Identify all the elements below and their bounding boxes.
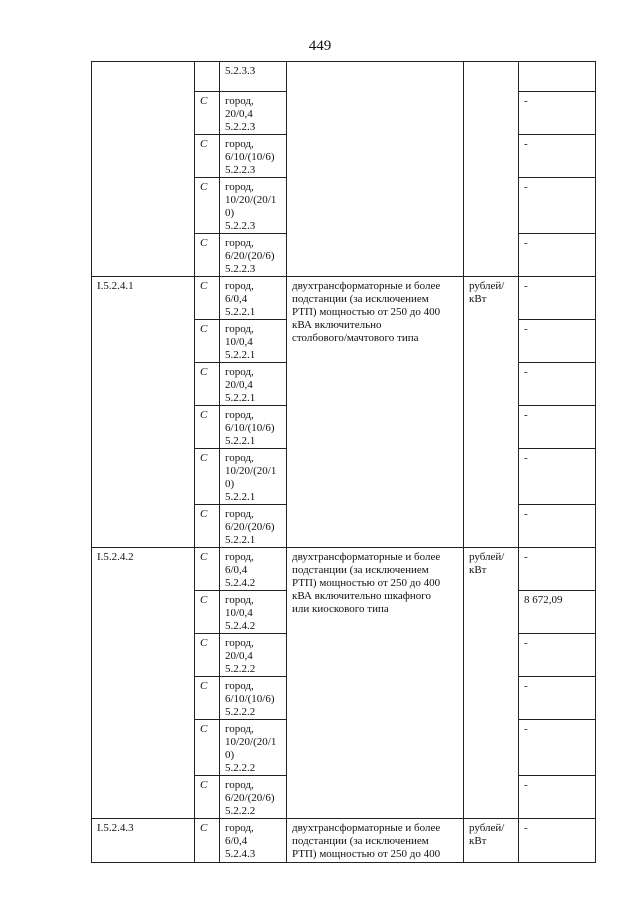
unit-cell — [464, 277, 519, 548]
category-letter-cell: С — [195, 776, 220, 819]
category-letter-cell: С — [195, 92, 220, 135]
text-line: рублей/ — [469, 822, 505, 834]
item-code-cell — [92, 62, 195, 277]
text-line: рублей/ — [469, 280, 505, 292]
voltage-level-cell — [220, 178, 287, 234]
category-letter-cell: С — [195, 277, 220, 320]
text-line: 6/0,4 — [225, 835, 248, 847]
voltage-level-cell — [220, 320, 287, 363]
text-line: кВт — [469, 293, 487, 305]
text-line: 6/20/(20/6) — [225, 521, 275, 533]
text-line: 20/0,4 — [225, 650, 253, 662]
text-line: 6/0,4 — [225, 564, 248, 576]
voltage-level-cell — [220, 505, 287, 548]
item-code-cell: I.5.2.4.1 — [92, 277, 195, 548]
unit-cell — [464, 548, 519, 819]
category-letter-cell: С — [195, 720, 220, 776]
rate-value-cell: 8 672,09 — [519, 591, 596, 634]
text-line: РТП) мощностью от 250 до 400 — [292, 848, 441, 860]
voltage-level-cell — [220, 92, 287, 135]
text-line: 5.2.2.2 — [225, 706, 256, 718]
text-line: 0) — [225, 207, 235, 219]
text-line: двухтрансформаторные и более — [292, 280, 441, 292]
text-line: 5.2.2.1 — [225, 534, 256, 546]
text-line: 20/0,4 — [225, 379, 253, 391]
text-line: город, — [225, 237, 254, 249]
tariff-table — [91, 61, 596, 863]
category-letter-cell: С — [195, 677, 220, 720]
text-line: город, — [225, 409, 254, 421]
text-line: подстанции (за исключением — [292, 564, 429, 576]
text-line: 5.2.2.3 — [225, 220, 256, 232]
item-code-cell: I.5.2.4.2 — [92, 548, 195, 819]
text-line: 6/10/(10/6) — [225, 422, 275, 434]
text-line: город, — [225, 95, 254, 107]
category-letter-cell: С — [195, 320, 220, 363]
text-line: 5.2.4.2 — [225, 620, 256, 632]
item-code-cell: I.5.2.4.3 — [92, 819, 195, 863]
text-line: 5.2.2.1 — [225, 491, 256, 503]
text-line: город, — [225, 323, 254, 335]
voltage-level-cell — [220, 720, 287, 776]
text-line: 10/0,4 — [225, 607, 253, 619]
table-row — [92, 277, 596, 320]
rate-value-cell: - — [519, 92, 596, 135]
category-letter-cell: С — [195, 135, 220, 178]
rate-value-cell — [519, 62, 596, 92]
text-line: 0) — [225, 749, 235, 761]
description-cell — [287, 548, 464, 819]
text-line: подстанции (за исключением — [292, 835, 429, 847]
category-letter-cell: С — [195, 449, 220, 505]
text-line: 20/0,4 — [225, 108, 253, 120]
rate-value-cell: - — [519, 776, 596, 819]
voltage-level-cell — [220, 449, 287, 505]
text-line: кВА включительно шкафного — [292, 590, 432, 602]
text-line: 5.2.3.3 — [225, 65, 256, 77]
text-line: город, — [225, 779, 254, 791]
category-letter-cell — [195, 62, 220, 92]
text-line: 6/10/(10/6) — [225, 151, 275, 163]
text-line: 0) — [225, 478, 235, 490]
text-line: кВт — [469, 564, 487, 576]
text-line: 6/20/(20/6) — [225, 792, 275, 804]
rate-value-cell: - — [519, 406, 596, 449]
text-line: город, — [225, 138, 254, 150]
text-line: 10/20/(20/1 — [225, 736, 277, 748]
text-line: кВт — [469, 835, 487, 847]
text-line: 5.2.4.2 — [225, 577, 256, 589]
category-letter-cell: С — [195, 819, 220, 863]
unit-cell — [464, 819, 519, 863]
text-line: кВА включительно — [292, 319, 382, 331]
text-line: 5.2.2.2 — [225, 762, 256, 774]
text-line: РТП) мощностью от 250 до 400 — [292, 306, 441, 318]
rate-value-cell: - — [519, 449, 596, 505]
text-line: 6/20/(20/6) — [225, 250, 275, 262]
voltage-level-cell — [220, 776, 287, 819]
text-line: 10/20/(20/1 — [225, 465, 277, 477]
text-line: 5.2.2.2 — [225, 663, 256, 675]
text-line: двухтрансформаторные и более — [292, 551, 441, 563]
description-cell — [287, 819, 464, 863]
text-line: 5.2.2.3 — [225, 121, 256, 133]
text-line: 10/0,4 — [225, 336, 253, 348]
rate-value-cell: - — [519, 135, 596, 178]
text-line: 6/0,4 — [225, 293, 248, 305]
text-line: двухтрансформаторные и более — [292, 822, 441, 834]
category-letter-cell: С — [195, 363, 220, 406]
table-row — [92, 819, 596, 863]
voltage-level-cell — [220, 819, 287, 863]
category-letter-cell: С — [195, 591, 220, 634]
text-line: 6/10/(10/6) — [225, 693, 275, 705]
voltage-level-cell — [220, 677, 287, 720]
voltage-level-cell — [220, 406, 287, 449]
rate-value-cell: - — [519, 819, 596, 863]
category-letter-cell: С — [195, 548, 220, 591]
text-line: город, — [225, 723, 254, 735]
voltage-level-cell — [220, 634, 287, 677]
voltage-level-cell — [220, 234, 287, 277]
voltage-level-cell — [220, 363, 287, 406]
text-line: 5.2.2.3 — [225, 263, 256, 275]
category-letter-cell: С — [195, 406, 220, 449]
text-line: 10/20/(20/1 — [225, 194, 277, 206]
category-letter-cell: С — [195, 505, 220, 548]
rate-value-cell: - — [519, 505, 596, 548]
text-line: 5.2.2.1 — [225, 435, 256, 447]
page-number: 449 — [308, 38, 332, 54]
table-row — [92, 548, 596, 591]
category-letter-cell: С — [195, 234, 220, 277]
text-line: город, — [225, 594, 254, 606]
voltage-level-cell — [220, 135, 287, 178]
text-line: город, — [225, 181, 254, 193]
text-line: рублей/ — [469, 551, 505, 563]
text-line: город, — [225, 551, 254, 563]
text-line: 5.2.2.2 — [225, 805, 256, 817]
text-line: или киоскового типа — [292, 603, 389, 615]
text-line: город, — [225, 366, 254, 378]
text-line: 5.2.4.3 — [225, 848, 256, 860]
rate-value-cell: - — [519, 320, 596, 363]
category-letter-cell: С — [195, 178, 220, 234]
text-line: подстанции (за исключением — [292, 293, 429, 305]
rate-value-cell: - — [519, 363, 596, 406]
text-line: город, — [225, 280, 254, 292]
text-line: город, — [225, 452, 254, 464]
rate-value-cell: - — [519, 234, 596, 277]
text-line: столбового/мачтового типа — [292, 332, 419, 344]
text-line: город, — [225, 822, 254, 834]
category-letter-cell: С — [195, 634, 220, 677]
description-cell — [287, 62, 464, 277]
rate-value-cell: - — [519, 277, 596, 320]
rate-value-cell: - — [519, 720, 596, 776]
voltage-level-cell — [220, 591, 287, 634]
voltage-level-cell — [220, 277, 287, 320]
rate-value-cell: - — [519, 178, 596, 234]
text-line: 5.2.2.1 — [225, 306, 256, 318]
text-line: город, — [225, 680, 254, 692]
unit-cell — [464, 62, 519, 277]
text-line: 5.2.2.1 — [225, 392, 256, 404]
rate-value-cell: - — [519, 548, 596, 591]
rate-value-cell: - — [519, 634, 596, 677]
voltage-level-cell — [220, 548, 287, 591]
table-row — [92, 62, 596, 92]
text-line: 5.2.2.1 — [225, 349, 256, 361]
voltage-level-cell — [220, 62, 287, 92]
rate-value-cell: - — [519, 677, 596, 720]
text-line: город, — [225, 637, 254, 649]
text-line: РТП) мощностью от 250 до 400 — [292, 577, 441, 589]
text-line: 5.2.2.3 — [225, 164, 256, 176]
description-cell — [287, 277, 464, 548]
text-line: город, — [225, 508, 254, 520]
